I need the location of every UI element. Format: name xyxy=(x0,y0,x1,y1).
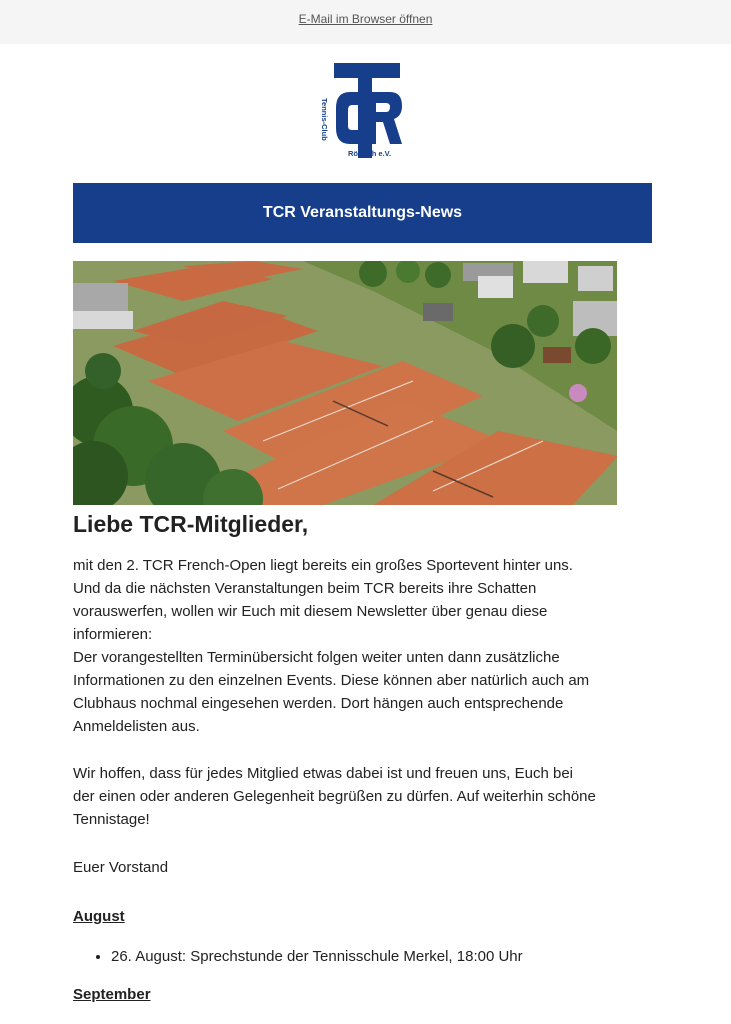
month-heading-august: August xyxy=(73,908,125,925)
month-heading-september: September xyxy=(73,986,151,1003)
intro-line: Anmeldelisten aus. xyxy=(73,718,200,735)
club-logo xyxy=(314,60,406,160)
hope-paragraph xyxy=(73,762,633,831)
intro-line: Der vorangestellten Terminübersicht folgen weiter unten dann zusätzliche xyxy=(73,649,560,666)
event-item: • 26. August: Sprechstunde der Tennisschule Merkel, 18:00 Uhr xyxy=(111,945,523,968)
intro-line: Informationen zu den einzelnen Events. Diese können aber natürlich auch am xyxy=(73,672,590,689)
intro-line: vorauswerfen, wollen wir Euch mit diesem Newsletter über genau diese xyxy=(73,603,548,620)
newsletter-banner xyxy=(73,183,652,243)
intro-paragraph xyxy=(73,554,633,738)
hope-line: der einen oder anderen Gelegenheit begrüßen zu dürfen. Auf weiterhin schöne xyxy=(73,788,596,805)
hope-line: Wir hoffen, dass für jedes Mitglied etwas dabei ist und freuen uns, Euch bei xyxy=(73,765,574,782)
banner-title: TCR Veranstaltungs-News xyxy=(262,204,463,221)
open-in-browser-link[interactable]: E-Mail im Browser öffnen xyxy=(298,12,433,26)
svg-text:Rösrath e.V.: Rösrath e.V. xyxy=(348,149,392,158)
signature: Euer Vorstand xyxy=(73,859,169,876)
greeting-heading: Liebe TCR-Mitglieder, xyxy=(73,511,309,537)
top-bar xyxy=(0,0,731,44)
intro-line: Clubhaus nochmal eingesehen werden. Dort hängen auch entsprechende xyxy=(73,695,564,712)
intro-line: informieren: xyxy=(73,626,153,643)
hope-line: Tennistage! xyxy=(73,811,150,828)
svg-text:Tennis-Club: Tennis-Club xyxy=(320,98,329,141)
event-list-august xyxy=(73,945,523,968)
tennis-courts-aerial-photo xyxy=(73,261,617,505)
intro-line: Und da die nächsten Veranstaltungen beim TCR bereits ihre Schatten xyxy=(73,580,537,597)
intro-line: mit den 2. TCR French-Open liegt bereits ein großes Sportevent hinter uns. xyxy=(73,557,573,574)
